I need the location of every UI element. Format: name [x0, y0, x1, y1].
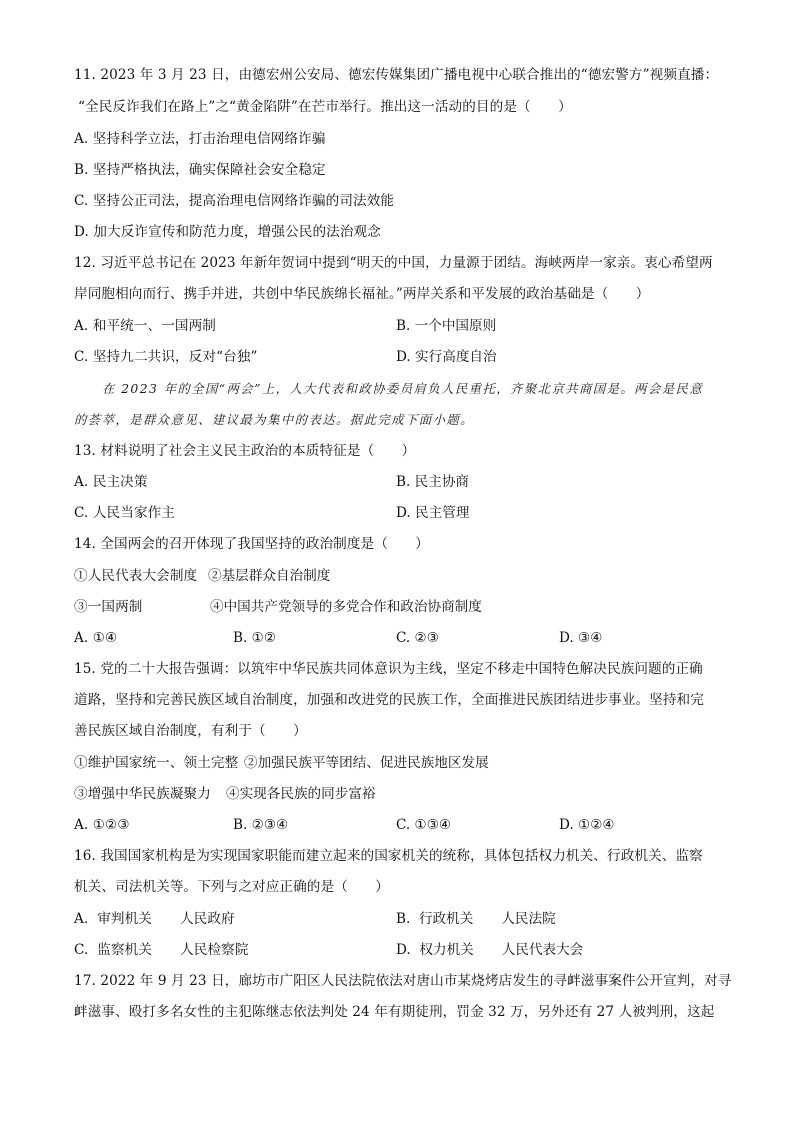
- material-line1: 在 2023 年的全国“两会”上，人大代表和政协委员肩负人民重托，齐聚北京共商国是。两会是民意: [102, 381, 704, 396]
- q16-option-a[interactable]: [74, 910, 235, 928]
- q13-option-a[interactable]: A. 民主决策: [74, 474, 148, 490]
- material-line2: 的荟萃，是群众意见、建议最为集中的表达。据此完成下面小题。: [74, 412, 474, 427]
- q14-option-b[interactable]: B. ①②: [233, 630, 277, 646]
- q16-stem-line2: 机关、司法机关等。下列与之对应正确的是（ ）: [74, 879, 389, 895]
- q16-stem-line1: 16. 我国国家机构是为实现国家职能而建立起来的国家机关的统称，具体包括权力机关、行政机关、监察: [74, 848, 703, 864]
- option-organ: 权力机关: [419, 942, 474, 958]
- q11-option-a[interactable]: A. 坚持科学立法，打击治理电信网络诈骗: [74, 131, 326, 147]
- q15-item-1: ①维护国家统一、领土完整: [74, 755, 239, 771]
- q15-stem-line3: 善民族区域自治制度，有利于（ ）: [74, 723, 307, 739]
- q14-option-c[interactable]: C. ②③: [396, 630, 439, 646]
- q14-item-1: ①人民代表大会制度: [74, 568, 198, 584]
- q12-option-d[interactable]: D. 实行高度自治: [396, 349, 497, 365]
- q11-stem-line2: “全民反诈我们在路上”之“黄金陷阱”在芒市举行。推出这一活动的目的是（ ）: [78, 99, 572, 115]
- option-letter: D.: [396, 942, 411, 958]
- q12-option-a[interactable]: A. 和平统一、一国两制: [74, 318, 217, 334]
- q15-item-2: ②加强民族平等团结、促进民族地区发展: [244, 755, 489, 771]
- q14-option-d[interactable]: D. ③④: [559, 630, 603, 646]
- option-body: 人民政府: [179, 911, 235, 927]
- q17-stem-line1: 17. 2022 年 9 月 23 日，廊坊市广阳区人民法院依法对唐山市某烧烤店发生的寻衅滋事案件公开宣判，对寻: [74, 973, 732, 989]
- option-body: 人民代表大会: [501, 942, 584, 958]
- q13-option-c[interactable]: C. 人民当家作主: [74, 505, 176, 521]
- q11-option-b[interactable]: B. 坚持严格执法，确实保障社会安全稳定: [74, 162, 326, 178]
- q15-item-3: ③增强中华民族凝聚力: [74, 786, 211, 802]
- q14-item-2: ②基层群众自治制度: [208, 568, 331, 584]
- option-body: 人民法院: [501, 911, 556, 927]
- q15-option-c[interactable]: C. ①③④: [396, 817, 452, 833]
- q15-option-d[interactable]: D. ①②④: [559, 817, 615, 833]
- option-organ: 监察机关: [97, 942, 153, 958]
- q11-option-d[interactable]: D. 加大反诈宣传和防范力度，增强公民的法治观念: [74, 224, 381, 240]
- q12-option-c[interactable]: C. 坚持九二共识，反对“台独”: [74, 349, 258, 365]
- option-letter: C.: [74, 942, 89, 958]
- q14-item-3: ③一国两制: [74, 599, 143, 615]
- q15-stem-line2: 道路，坚持和完善民族区域自治制度，加强和改进党的民族工作，全面推进民族团结进步事业。坚持和完: [74, 692, 704, 708]
- q16-option-d[interactable]: [396, 941, 583, 959]
- q12-option-b[interactable]: B. 一个中国原则: [396, 318, 497, 334]
- q14-item-4: ④中国共产党领导的多党合作和政治协商制度: [210, 599, 482, 615]
- q16-option-b[interactable]: [396, 910, 556, 928]
- q13-stem: 13. 材料说明了社会主义民主政治的本质特征是（ ）: [74, 443, 416, 459]
- option-body: 人民检察院: [180, 942, 249, 958]
- q13-option-b[interactable]: B. 民主协商: [396, 474, 470, 490]
- option-letter: A.: [74, 911, 89, 927]
- q13-option-d[interactable]: D. 民主管理: [396, 505, 470, 521]
- q15-option-a[interactable]: A. ①②③: [74, 817, 130, 833]
- q15-option-b[interactable]: B. ②③④: [233, 817, 289, 833]
- q12-stem-line2: 岸同胞相向而行、携手并进，共创中华民族绵长福祉。”两岸关系和平发展的政治基础是（ ）: [74, 286, 650, 302]
- q11-stem-line1: 11. 2023 年 3 月 23 日，由德宏州公安局、德宏传媒集团广播电视中心联合推出的“德宏警方”视频直播：: [74, 67, 719, 83]
- option-organ: 审判机关: [97, 911, 152, 927]
- q16-option-c[interactable]: [74, 941, 249, 959]
- q17-stem-line2: 衅滋事、殴打多名女性的主犯陈继志依法判处 24 年有期徒刑，罚金 32 万，另外还有 27 人被判刑，这起: [74, 1004, 715, 1020]
- q15-stem-line1: 15. 党的二十大报告强调：以筑牢中华民族共同体意识为主线，坚定不移走中国特色解决民族问题的正确: [74, 661, 703, 677]
- q14-option-a[interactable]: A. ①④: [74, 630, 118, 646]
- q14-stem: 14. 全国两会的召开体现了我国坚持的政治制度是（ ）: [74, 536, 429, 552]
- q15-item-4: ④实现各民族的同步富裕: [226, 786, 376, 802]
- q11-option-c[interactable]: C. 坚持公正司法，提高治理电信网络诈骗的司法效能: [74, 193, 395, 209]
- q12-stem-line1: 12. 习近平总书记在 2023 年新年贺词中提到“明天的中国，力量源于团结。海峡两岸一家亲。衷心希望两: [74, 255, 713, 271]
- option-letter: B.: [396, 911, 411, 927]
- option-organ: 行政机关: [418, 911, 474, 927]
